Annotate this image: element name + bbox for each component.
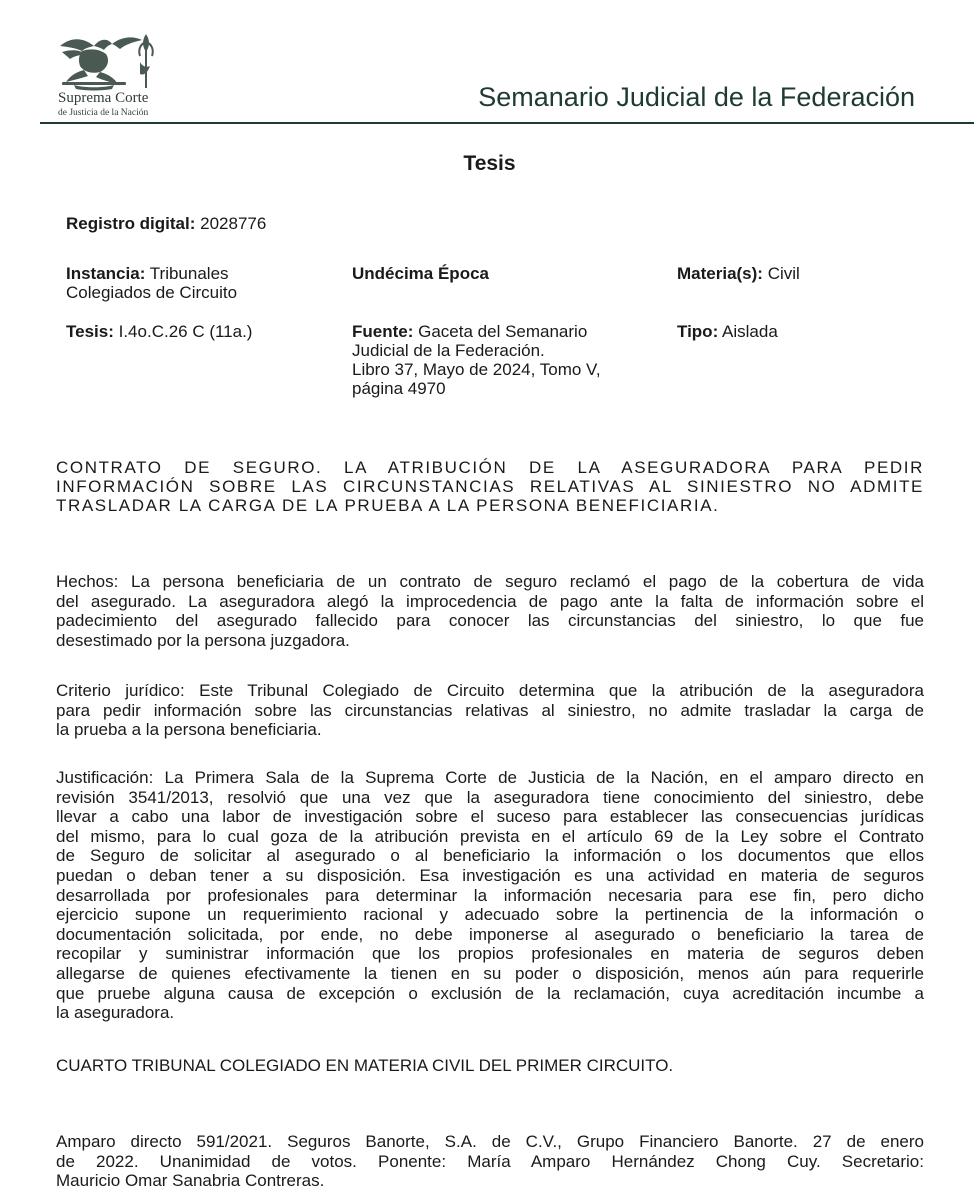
instancia xyxy=(66,264,316,302)
text-line: revisión 3541/2013, resolvió que una vez que la aseguradora tiene conocimiento del siniestro, debe xyxy=(56,787,924,807)
text-line: documentación solicitada, por ende, no debe imponerse al asegurado o beneficiario la tarea de xyxy=(56,924,924,944)
document-type-heading: Tesis xyxy=(463,152,516,175)
text-line: puedan o deban tener a su disposición. Esa investigación es una actividad en materia de seguros xyxy=(56,865,924,885)
tipo-label: Tipo: xyxy=(677,322,719,341)
logo-subtitle: de Justicia de la Nación xyxy=(58,108,149,118)
hechos-paragraph xyxy=(56,572,924,650)
logo-title: Suprema Corte xyxy=(58,90,149,106)
fuente-value-line: Libro 37, Mayo de 2024, Tomo V, xyxy=(352,360,601,379)
text-line: del mismo, para lo cual goza de la atribución prevista en el artículo 69 de la Ley sobre el Contrato xyxy=(56,826,924,846)
fuente-value-line: Judicial de la Federación. xyxy=(352,341,545,360)
rubro-line: INFORMACIÓN SOBRE LAS CIRCUNSTANCIAS RELATIVAS AL SINIESTRO NO ADMITE xyxy=(56,477,924,496)
text-line: para pedir información sobre las circunstancias relativas al siniestro, no admite trasladar la carga de xyxy=(56,700,924,720)
text-line: padecimiento del asegurado fallecido para conocer las circunstancias del siniestro, lo que fue xyxy=(56,611,924,631)
rubro-line: CONTRATO DE SEGURO. LA ATRIBUCIÓN DE LA ASEGURADORA PARA PEDIR xyxy=(56,458,924,477)
text-line: de 2022. Unanimidad de votos. Ponente: María Amparo Hernández Chong Cuy. Secretario: xyxy=(56,1151,924,1171)
tribunal-name: CUARTO TRIBUNAL COLEGIADO EN MATERIA CIVIL DEL PRIMER CIRCUITO. xyxy=(56,1056,674,1075)
instancia-value-line: Tribunales xyxy=(149,264,229,283)
text-line: Mauricio Omar Sanabria Contreras. xyxy=(56,1171,325,1191)
registro-digital xyxy=(66,214,266,233)
tesis-rubro xyxy=(56,458,924,515)
text-line: allegarse de quienes efectivamente la tienen en su poder o disposición, menos aún para requerirle xyxy=(56,963,924,983)
text-line: recopilar y suministrar información que los propios profesionales en materia de seguros deben xyxy=(56,944,924,964)
tesis xyxy=(66,322,252,341)
tipo xyxy=(677,322,778,341)
epoca: Undécima Época xyxy=(352,264,489,283)
rubro-line: TRASLADAR LA CARGA DE LA PRUEBA A LA PERSONA BENEFICIARIA. xyxy=(56,496,720,515)
text-line: la aseguradora. xyxy=(56,1003,175,1023)
materia-value: Civil xyxy=(767,264,800,283)
text-line: Hechos: La persona beneficiaria de un contrato de seguro reclamó el pago de la cobertura de vida xyxy=(56,572,924,591)
fuente-value-line: Gaceta del Semanario xyxy=(418,322,588,341)
fuente-value-line: página 4970 xyxy=(352,379,446,398)
text-line: del asegurado. La aseguradora alegó la improcedencia de pago ante la falta de información sobre el xyxy=(56,591,924,611)
text-line: la prueba a la persona beneficiaria. xyxy=(56,720,322,740)
tesis-value: I.4o.C.26 C (11a.) xyxy=(118,322,253,341)
tesis-label: Tesis: xyxy=(66,322,114,341)
text-line: desestimado por la persona juzgadora. xyxy=(56,630,350,650)
text-line: Criterio jurídico: Este Tribunal Colegiado de Circuito determina que la atribución de la aseguradora xyxy=(56,681,924,700)
text-line: llevar a cabo una labor de investigación sobre el suceso para establecer las consecuencias jurídicas xyxy=(56,807,924,827)
registro-label: Registro digital: xyxy=(66,214,196,233)
justificacion-paragraph xyxy=(56,768,924,1023)
criterio-paragraph xyxy=(56,681,924,740)
instancia-value-line: Colegiados de Circuito xyxy=(66,283,238,302)
supreme-court-logo xyxy=(54,32,166,120)
text-line: que pruebe alguna causa de excepción o exclusión de la reclamación, cuya acreditación incumbe a xyxy=(56,983,924,1003)
tipo-value: Aislada xyxy=(722,322,778,341)
fuente-label: Fuente: xyxy=(352,322,414,341)
eagle-emblem-icon xyxy=(54,32,166,92)
materia xyxy=(677,264,800,283)
header-divider xyxy=(40,122,974,124)
precedente-paragraph xyxy=(56,1132,924,1191)
header-title: Semanario Judicial de la Federación xyxy=(478,82,915,112)
registro-value: 2028776 xyxy=(200,214,267,233)
text-line: de Seguro de solicitar al asegurado o al beneficiario la información o los documentos que ellos xyxy=(56,846,924,866)
materia-label: Materia(s): xyxy=(677,264,763,283)
text-line: ejercicio supone un requerimiento racional y adecuado sobre la pertinencia de la información o xyxy=(56,905,924,925)
text-line: desarrollada por profesionales para determinar la información necesaria para ese fin, pero dicho xyxy=(56,885,924,905)
text-line: Justificación: La Primera Sala de la Suprema Corte de Justicia de la Nación, en el amparo directo en xyxy=(56,768,924,787)
fuente xyxy=(352,322,652,398)
text-line: Amparo directo 591/2021. Seguros Banorte, S.A. de C.V., Grupo Financiero Banorte. 27 de enero xyxy=(56,1132,924,1151)
instancia-label: Instancia: xyxy=(66,264,146,283)
